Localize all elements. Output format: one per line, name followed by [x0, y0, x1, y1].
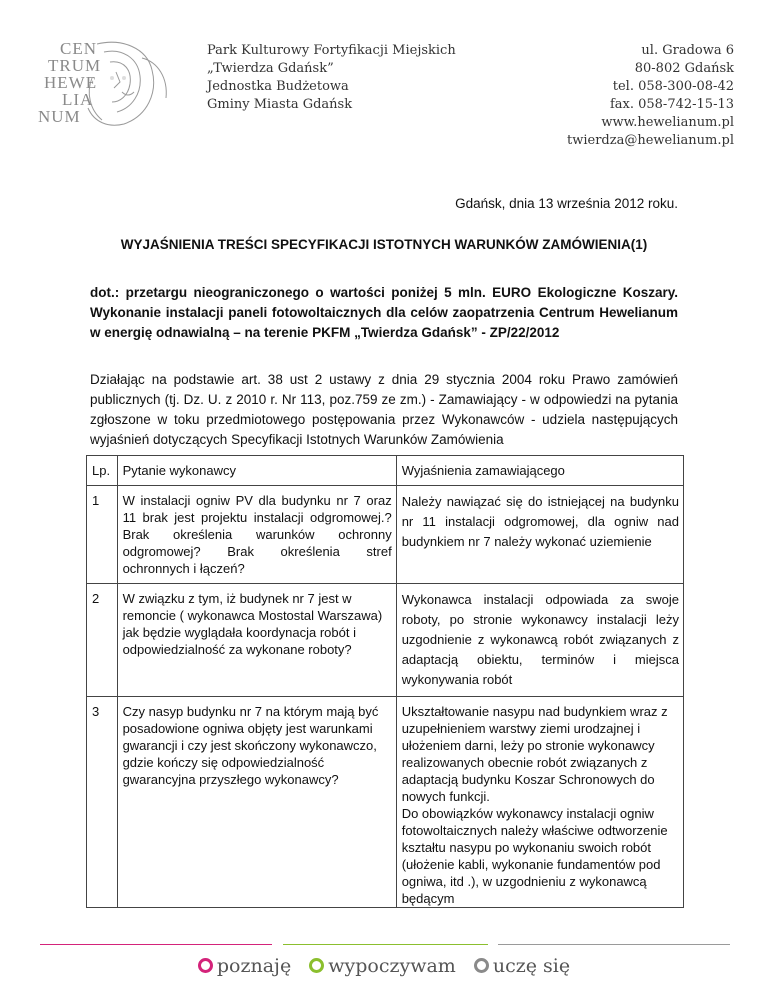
qa-table	[86, 455, 684, 908]
answer-cell	[396, 697, 683, 908]
email-link[interactable]: twierdza@hewelianum.pl	[567, 133, 734, 148]
question-cell: W związku z tym, iż budynek nr 7 jest w remoncie ( wykonawca Mostostal Warszawa) jak będzie wyglądała koordynacja robót i odpowiedzialność za wykonane roboty?	[117, 584, 396, 697]
footer-slogan	[0, 955, 768, 977]
logo-wordmark	[34, 40, 101, 125]
logo-line: NUM	[38, 107, 81, 126]
footer-item	[474, 955, 570, 977]
fax: fax. 058-742-15-13	[609, 97, 734, 112]
table-row	[87, 486, 684, 584]
question-cell: W instalacji ogniw PV dla budynku nr 7 oraz 11 brak jest projektu instalacji odgromowej.? Brak określenia warunków ochronny odgromowej? Brak określenia stref ochronnych i łączeń?	[117, 486, 396, 584]
phone: tel. 058-300-08-42	[612, 79, 734, 94]
address-block	[567, 42, 734, 150]
org-line: „Twierdza Gdańsk”	[207, 61, 334, 76]
logo	[12, 38, 192, 128]
footer-divider	[0, 944, 768, 946]
address-line: 80-802 Gdańsk	[634, 61, 734, 76]
org-line: Jednostka Budżetowa	[207, 79, 349, 94]
address-line: ul. Gradowa 6	[641, 43, 734, 58]
document-title: WYJAŚNIENIA TREŚCI SPECYFIKACJI ISTOTNYCH WARUNKÓW ZAMÓWIENIA(1)	[120, 237, 648, 252]
footer-line-green	[283, 944, 488, 945]
footer-item	[309, 955, 462, 977]
answer-cell: Należy nawiązać się do istniejącej na budynku nr 11 instalacji odgromowej, dla ogniw nad budynkiem nr 7 należy wykonać uziemienie	[396, 486, 683, 584]
logo-line: HEWE	[44, 73, 98, 92]
footer-label: uczę się	[492, 955, 571, 977]
footer-line-gray	[498, 944, 730, 945]
header-lp: Lp.	[87, 456, 118, 486]
table-header-row	[87, 456, 684, 486]
org-line: Park Kulturowy Fortyfikacji Miejskich	[207, 43, 456, 58]
answer-cell: Wykonawca instalacji odpowiada za swoje roboty, po stronie wykonawcy instalacji leży uzgodnienie z wykonawcą robót związanych z adaptacją obiektu, terminów i miejsca wykonywania robót	[396, 584, 683, 697]
answer-paragraph: Do obowiązków wykonawcy instalacji ogniw fotowoltaicznych należy właściwe odtworzenie kształtu nasypu po wykonaniu swoich robót (ułożenie kabli, wykonanie fundamentów pod ogniwa, itd .), w uzgodnieniu z wykonawcą będącym	[401, 806, 668, 906]
table-row	[87, 697, 684, 908]
document-date: Gdańsk, dnia 13 września 2012 roku.	[455, 196, 678, 211]
bullet-dot-icon	[309, 958, 324, 973]
question-cell: Czy nasyp budynku nr 7 na którym mają być posadowione ogniwa objęty jest warunkami gwarancji i czy jest skończony wykonawczo, gdzie kończy się odpowiedzialność gwarancyjna przyszłego wykonawcy?	[117, 697, 396, 908]
footer-label: wypoczywam	[328, 955, 456, 977]
website-link[interactable]: www.hewelianum.pl	[601, 115, 734, 130]
answer-paragraph: Ukształtowanie nasypu nad budynkiem wraz z uzupełnieniem warstwy ziemi urodzajnej i ułożeniem darni, leży po stronie wykonawcy realizowanych obecnie robót związanych z adaptacją budynku Koszar Schronowych do nowych funkcji.	[401, 704, 668, 804]
footer-line-pink	[40, 944, 272, 945]
subject-paragraph: dot.: przetargu nieograniczonego o wartości poniżej 5 mln. EURO Ekologiczne Koszary. Wykonanie instalacji paneli fotowoltaicznych dla celów zaopatrzenia Centrum Hewelianum w energię odnawialną – na terenie PKFM „Twierdza Gdańsk” - ZP/22/2012	[90, 285, 678, 340]
footer-label: poznaję	[216, 955, 292, 977]
logo-line: CEN	[60, 39, 97, 58]
table-row	[87, 584, 684, 697]
intro-paragraph: Działając na podstawie art. 38 ust 2 ustawy z dnia 29 stycznia 2004 roku Prawo zamówień publicznych (tj. Dz. U. z 2010 r. Nr 113, poz.759 ze zm.) - Zamawiający - w odpowiedzi na pytania zgłoszone w toku przedmiotowego postępowania przez Wykonawców - udziela następujących wyjaśnień dotyczących Specyfikacji Istotnych Warunków Zamówienia	[90, 372, 678, 447]
row-number: 1	[87, 486, 118, 584]
header-answer: Wyjaśnienia zamawiającego	[396, 456, 683, 486]
bullet-dot-icon	[198, 958, 213, 973]
logo-line: LIA	[62, 90, 94, 109]
organization-block	[207, 42, 456, 114]
row-number: 3	[87, 697, 118, 908]
footer-item	[198, 955, 297, 977]
logo-line: TRUM	[48, 56, 102, 75]
header-question: Pytanie wykonawcy	[117, 456, 396, 486]
bullet-dot-icon	[474, 958, 489, 973]
org-line: Gminy Miasta Gdańsk	[207, 97, 353, 112]
row-number: 2	[87, 584, 118, 697]
